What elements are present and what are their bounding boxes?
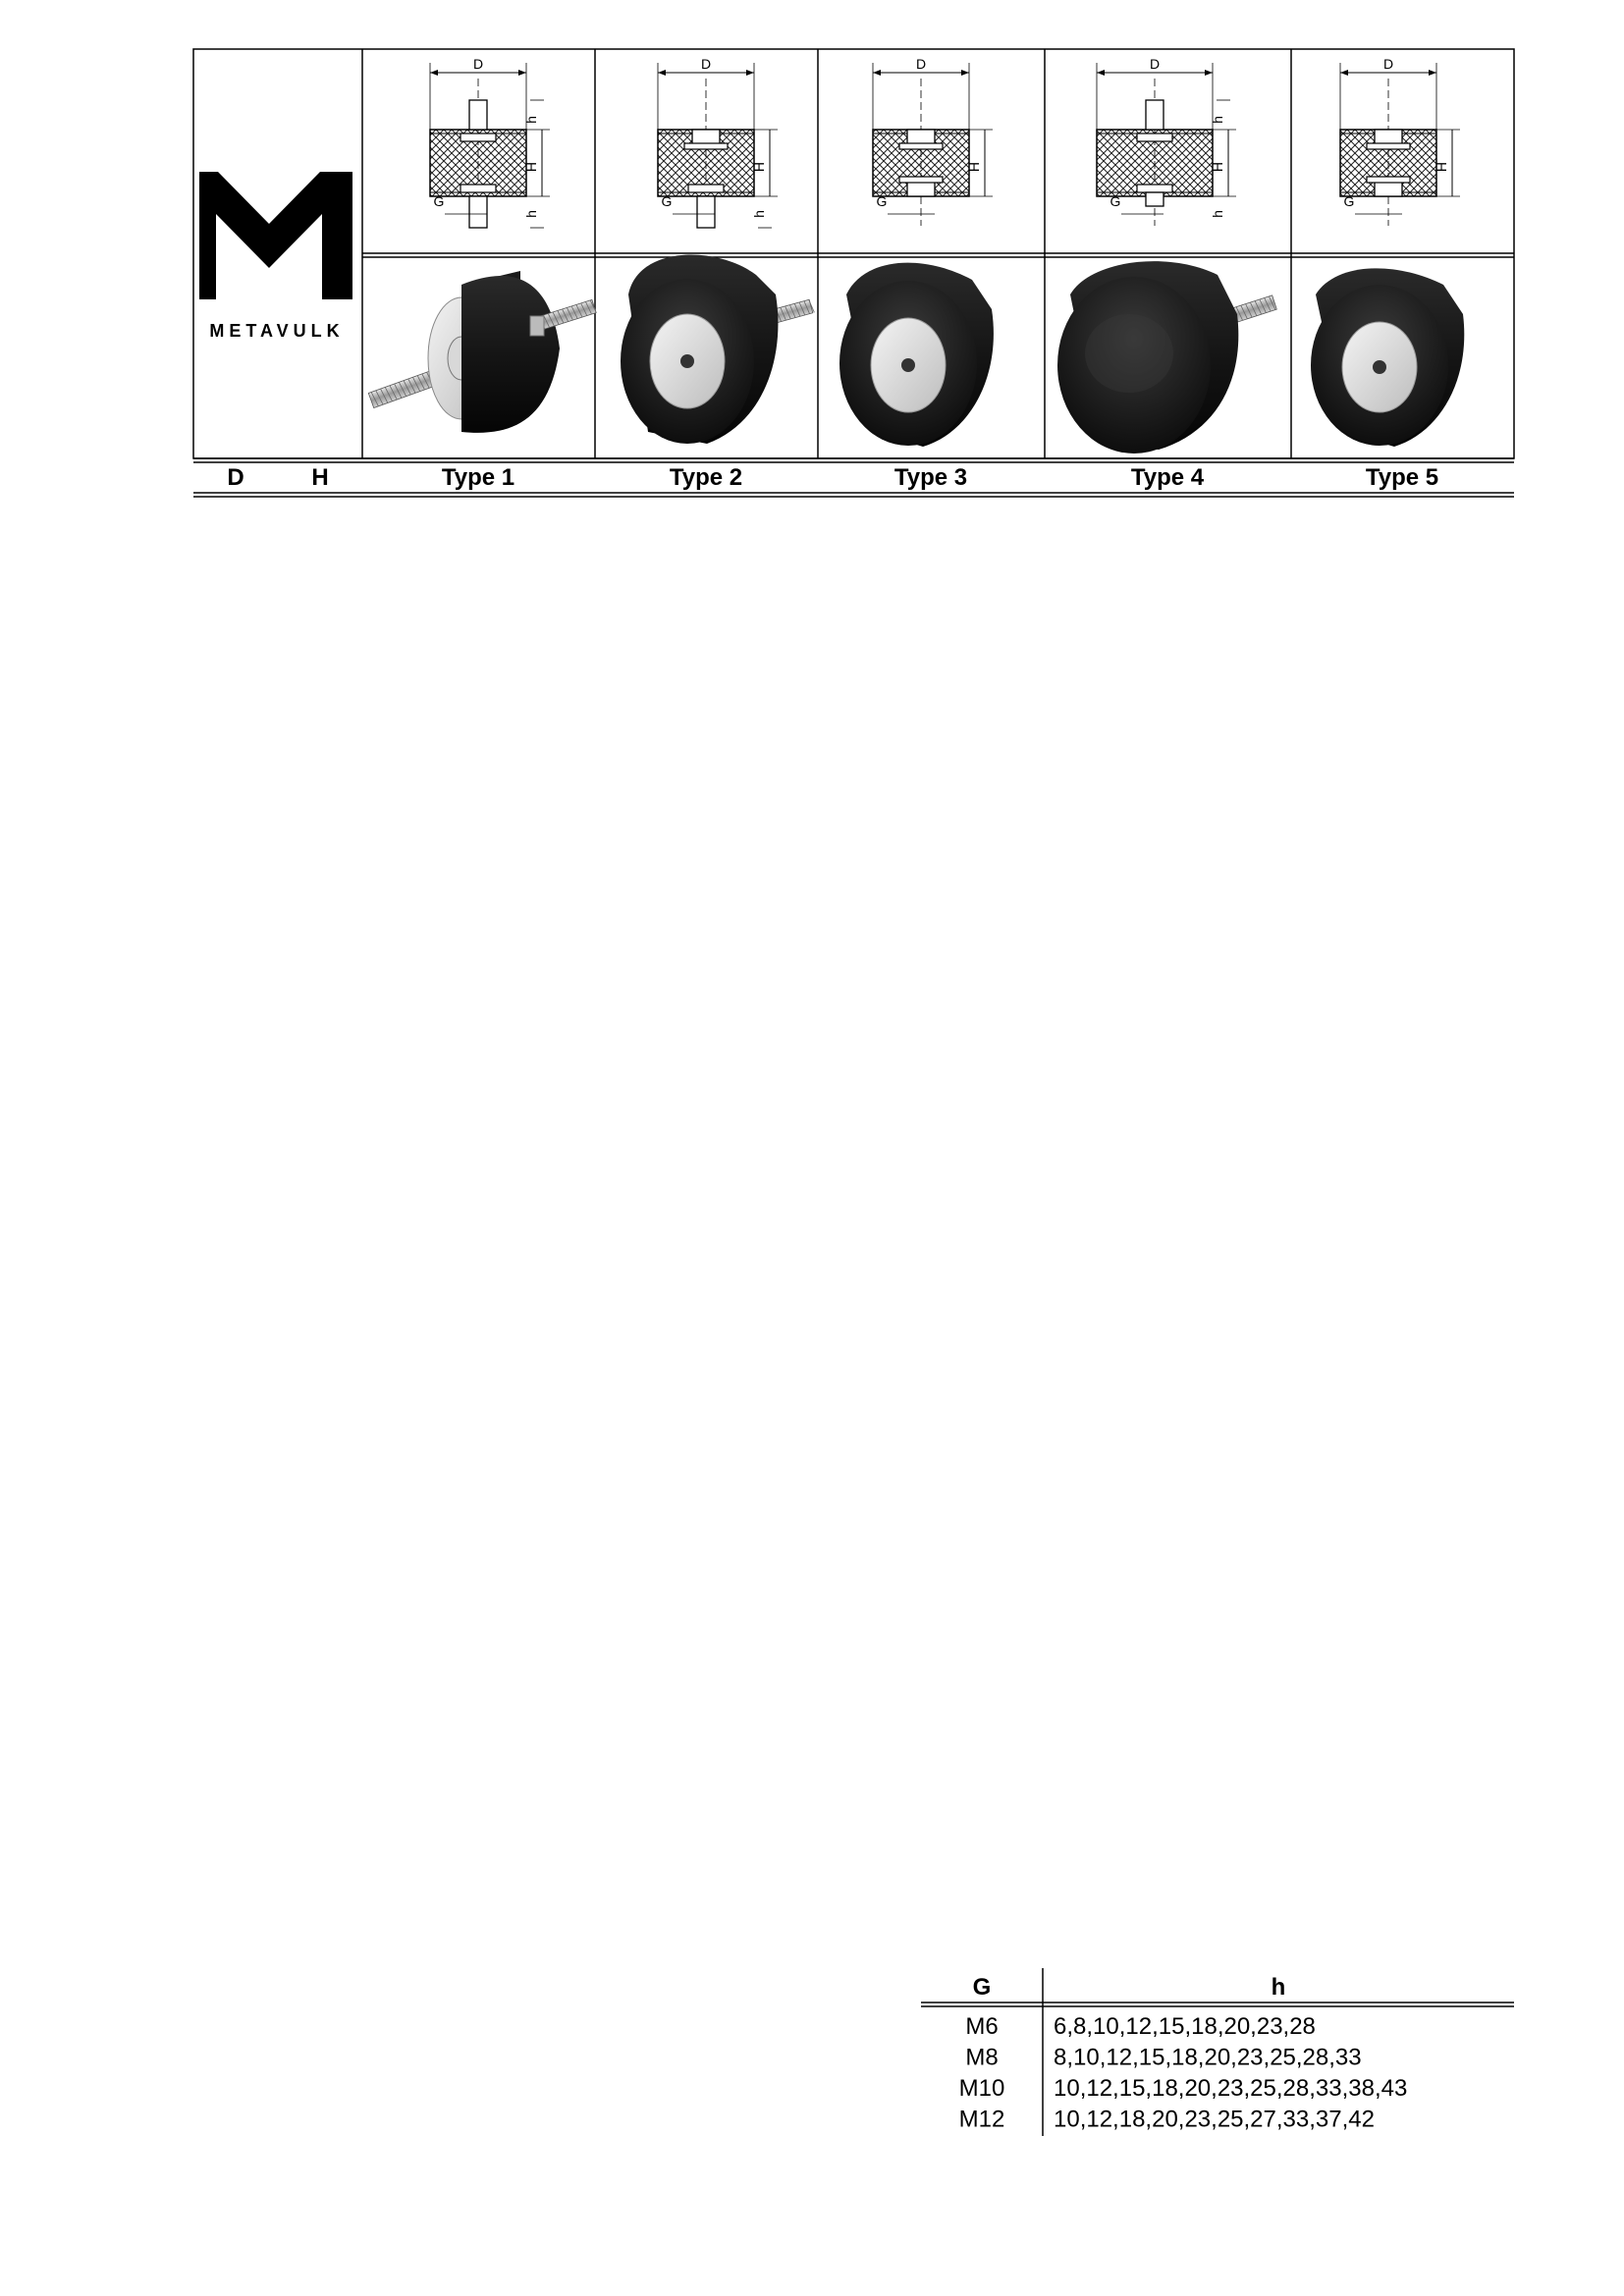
diagram-label-D: D xyxy=(1382,56,1394,72)
diagram-label-D: D xyxy=(700,56,712,72)
g-table-lengths: 10,12,18,20,23,25,27,33,37,42 xyxy=(1054,2106,1375,2133)
diagram-label-G: G xyxy=(433,193,445,209)
brand-name: METAVULK xyxy=(209,321,345,341)
metavulk-logo xyxy=(199,172,352,341)
g-table-lengths: 8,10,12,15,18,20,23,25,28,33 xyxy=(1054,2044,1362,2071)
header-type-4: Type 4 xyxy=(1130,464,1205,491)
thread-length-table xyxy=(921,1968,1514,2136)
type-2-diagram xyxy=(658,56,778,228)
diagram-label-h: h xyxy=(1210,116,1225,124)
type-photos xyxy=(368,255,1464,454)
header-type-1: Type 1 xyxy=(441,464,515,491)
type-4-diagram xyxy=(1097,56,1236,226)
type-4-photo xyxy=(1057,261,1276,454)
diagram-label-H: H xyxy=(1210,161,1225,173)
type-1-photo xyxy=(368,271,596,433)
diagram-label-D: D xyxy=(915,56,927,72)
g-table-header-G: G xyxy=(972,1974,992,2001)
diagram-label-G: G xyxy=(1110,193,1121,209)
type-3-photo xyxy=(839,263,994,447)
diagram-label-H: H xyxy=(966,161,982,173)
type-5-photo xyxy=(1311,268,1464,447)
g-table-header-h: h xyxy=(1271,1974,1286,2001)
header-type-5: Type 5 xyxy=(1365,464,1439,491)
diagram-label-H: H xyxy=(523,161,539,173)
diagram-label-h: h xyxy=(523,116,539,124)
diagram-label-H: H xyxy=(1434,161,1449,173)
g-table-lengths: 6,8,10,12,15,18,20,23,28 xyxy=(1054,2013,1316,2040)
diagram-label-G: G xyxy=(876,193,888,209)
column-header-row xyxy=(193,458,1514,497)
diagram-label-h: h xyxy=(523,210,539,218)
g-table-thread: M10 xyxy=(958,2075,1005,2102)
type-1-diagram xyxy=(430,56,550,228)
g-table-thread: M12 xyxy=(958,2106,1005,2133)
g-table-lengths: 10,12,15,18,20,23,25,28,33,38,43 xyxy=(1054,2075,1408,2102)
header-D: D xyxy=(227,464,244,491)
g-table-thread: M6 xyxy=(965,2013,999,2040)
diagram-label-h: h xyxy=(1210,210,1225,218)
diagram-label-H: H xyxy=(751,161,767,173)
diagram-label-G: G xyxy=(1343,193,1355,209)
diagram-label-D: D xyxy=(1149,56,1161,72)
type-2-photo xyxy=(621,255,814,444)
header-H: H xyxy=(311,464,329,491)
type-3-diagram xyxy=(873,56,993,226)
header-type-2: Type 2 xyxy=(669,464,743,491)
diagram-label-D: D xyxy=(472,56,484,72)
type-diagrams xyxy=(430,56,1460,228)
type-5-diagram xyxy=(1340,56,1460,226)
g-table-thread: M8 xyxy=(965,2044,999,2071)
header-type-3: Type 3 xyxy=(893,464,968,491)
diagram-label-G: G xyxy=(661,193,673,209)
diagram-label-h: h xyxy=(751,210,767,218)
